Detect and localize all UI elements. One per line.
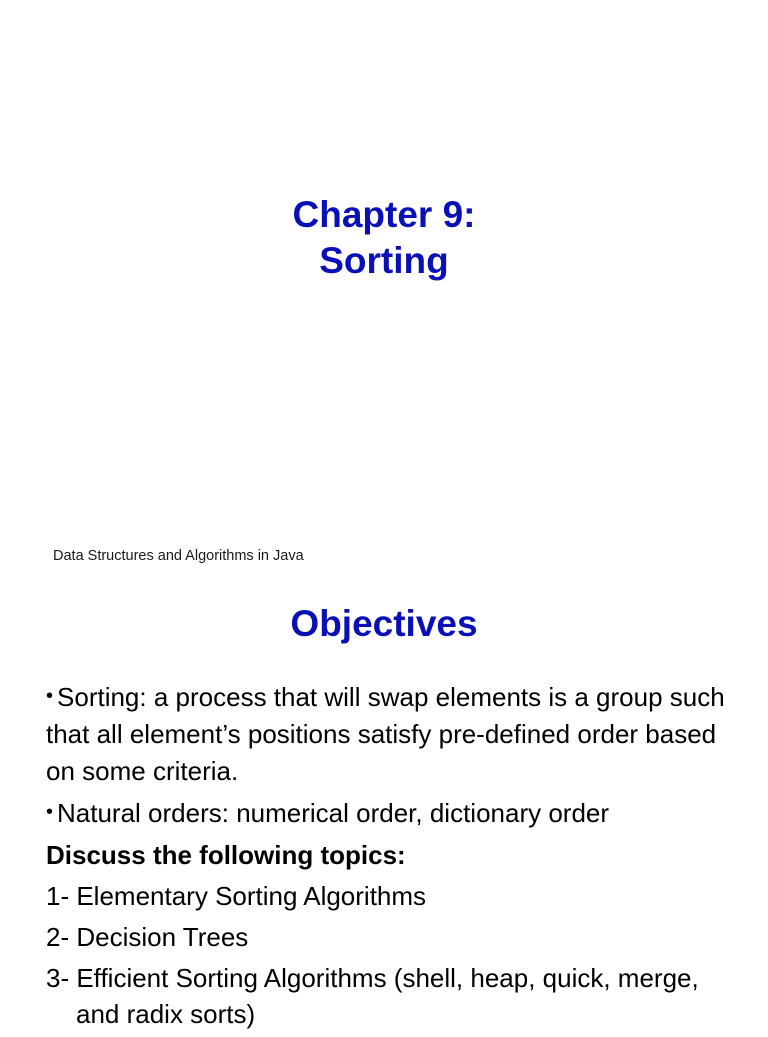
chapter-title-line-2: Sorting xyxy=(319,240,449,281)
chapter-title-line-1: Chapter 9: xyxy=(292,194,476,235)
bullet-item xyxy=(46,678,746,790)
book-title-caption: Data Structures and Algorithms in Java xyxy=(53,548,304,564)
discuss-heading: Discuss the following topics: xyxy=(46,840,406,870)
topic-item: 2- Decision Trees xyxy=(46,922,249,952)
bullet-text: Sorting: a process that will swap elements is a group such that all element’s positions satisfy pre-defined order based on some criteria. xyxy=(46,682,725,786)
topic-item: 1- Elementary Sorting Algorithms xyxy=(46,881,427,911)
chapter-title xyxy=(0,192,768,284)
bullet-item xyxy=(46,794,746,832)
objectives-body xyxy=(46,678,746,1037)
topic-item: 3- Efficient Sorting Algorithms (shell, heap, quick, merge, and radix sorts) xyxy=(46,963,699,1029)
bullet-icon: • xyxy=(46,685,54,707)
bullet-text: Natural orders: numerical order, dictionary order xyxy=(57,798,610,828)
objectives-heading: Objectives xyxy=(290,603,478,644)
bullet-icon: • xyxy=(46,801,54,823)
